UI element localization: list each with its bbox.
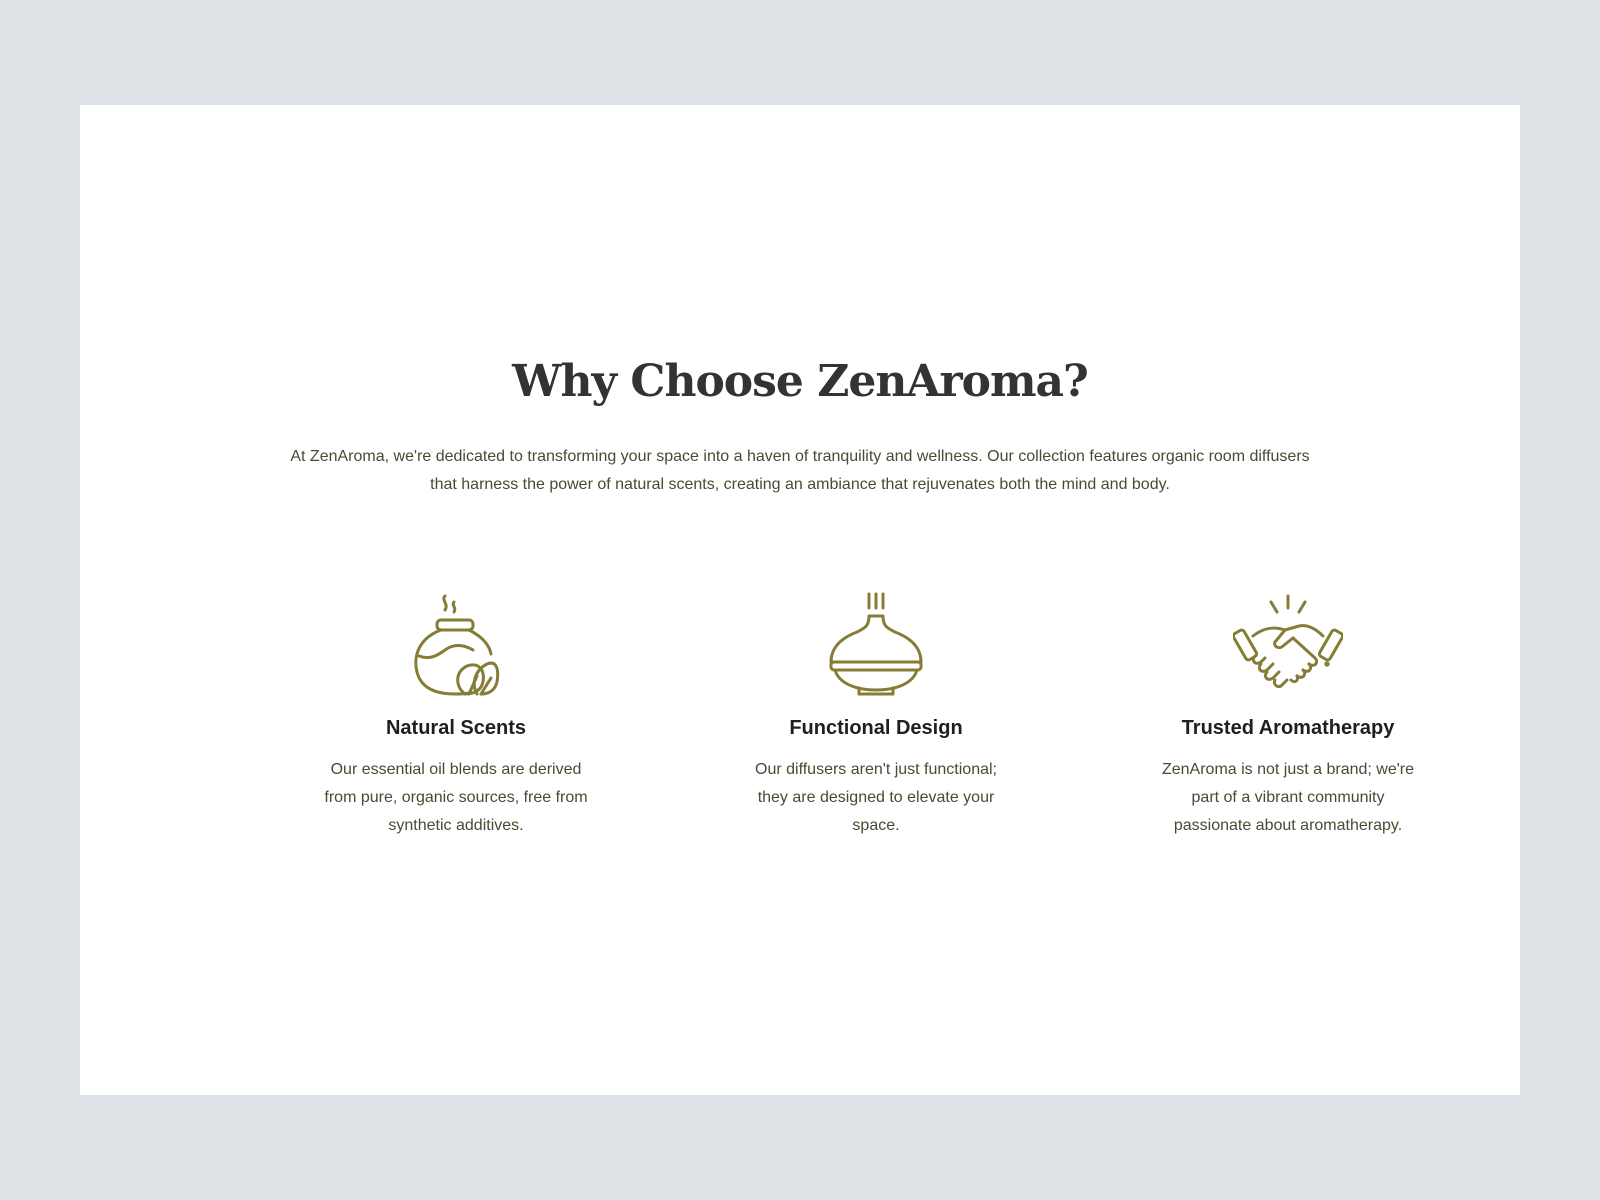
feature-description: ZenAroma is not just a brand; we're part of a vibrant community passionate about aromatherapy. [1161,761,1415,834]
feature-description: Our diffusers aren't just functional; they are designed to elevate your space. [755,761,997,834]
feature-trusted-aromatherapy [1138,590,1438,840]
feature-title: Trusted Aromatherapy [1181,717,1395,739]
feature-title: Functional Design [789,717,963,739]
diffuser-icon [821,590,931,700]
feature-description: Our essential oil blends are derived from pure, organic sources, free from synthetic additives. [324,761,588,834]
feature-natural-scents [306,590,606,840]
why-choose-section [80,105,1520,1095]
essential-oil-jar-icon [401,590,511,700]
section-intro: At ZenAroma, we're dedicated to transforming your space into a haven of tranquility and wellness. Our collection features organic room diffusers that harness the power of natural scents, creating an ambiance that rejuvenates both the mind and body. [290,448,1310,493]
section-title: Why Choose ZenAroma? [512,356,1088,407]
feature-functional-design [726,590,1026,840]
handshake-icon [1233,590,1343,700]
feature-title: Natural Scents [385,717,527,739]
